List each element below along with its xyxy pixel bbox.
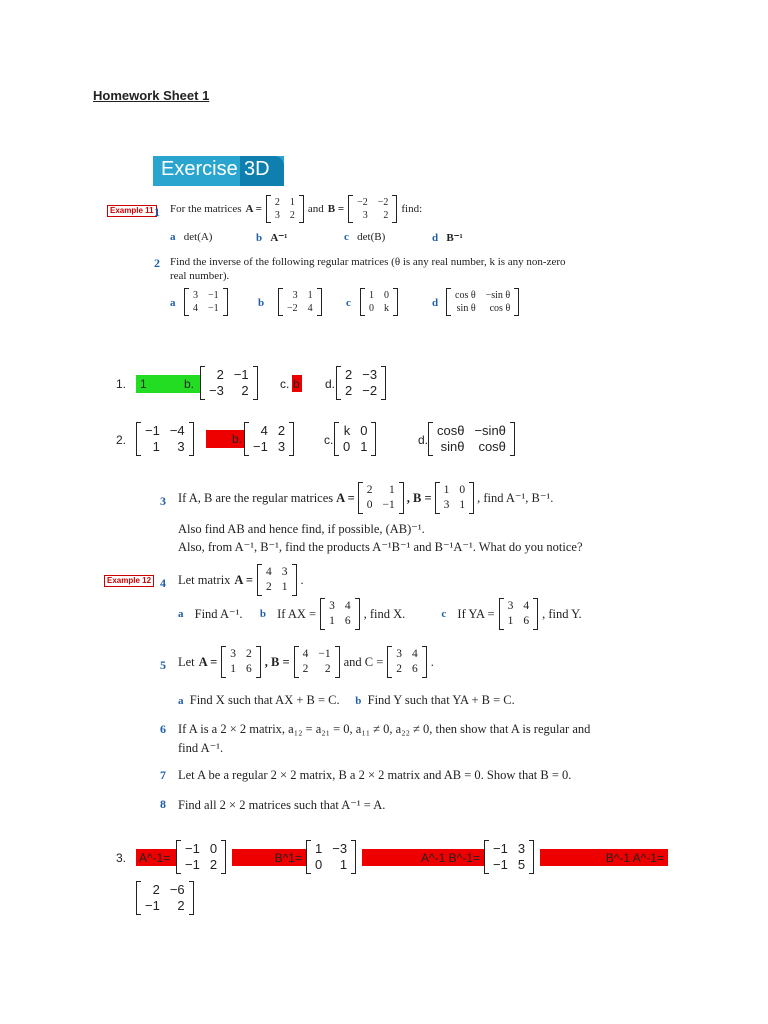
q5-matrix-B: 4 −1 2 2 xyxy=(294,646,340,678)
q2-matrix-a: 3 −1 4 −1 xyxy=(184,288,228,316)
answer2-matrix-c: k 0 0 1 xyxy=(334,422,376,456)
answer3-number: 3. xyxy=(116,851,127,865)
answer3-matrix3: −1 3 −1 5 xyxy=(484,840,534,874)
q3-matrix-B: 1 0 3 1 xyxy=(435,482,475,514)
answer1-matrix-d: 2 −3 2 −2 xyxy=(336,366,386,400)
answer1-highlight: 1 b. xyxy=(136,375,200,393)
example-11-badge: Example 11 xyxy=(107,205,157,217)
q4-statement: Let matrix A = 4 3 2 1 . xyxy=(178,564,304,596)
q3-line3: Also, from A⁻¹, B⁻¹, find the products A⁻¹B⁻¹ and B⁻¹A⁻¹. What do you notice? xyxy=(178,540,583,554)
q1-part-b: b A⁻¹ xyxy=(256,232,288,244)
q2-number: 2 xyxy=(154,256,160,270)
answer3-matrix4: 2 −6 −1 2 xyxy=(136,881,194,915)
q1-matrix-B: −2 −2 3 2 xyxy=(348,195,397,223)
q6-line2: find A⁻¹. xyxy=(178,741,224,755)
q4-number: 4 xyxy=(160,576,166,590)
answer1-matrix-b: 2 −1 −3 2 xyxy=(200,366,258,400)
q5-matrix-C: 3 4 2 6 xyxy=(387,646,427,678)
answer1-c-highlight: b xyxy=(292,375,302,392)
q2-line2: real number). xyxy=(170,270,230,282)
q2-matrix-c: 1 0 0 k xyxy=(360,288,398,316)
answer2-matrix-d: cosθ −sinθ sinθ cosθ xyxy=(428,422,515,456)
q2-matrix-b: 3 1 −2 4 xyxy=(278,288,322,316)
q2-b-letter: b xyxy=(258,297,265,309)
banner-word: Exercise xyxy=(161,158,238,180)
answer2-matrix-b: 4 2 −1 3 xyxy=(244,422,294,456)
q8-number: 8 xyxy=(160,797,166,811)
q3-number: 3 xyxy=(160,494,166,508)
q1-B-label: B = xyxy=(327,203,345,215)
q1-matrix-A: 2 1 3 2 xyxy=(266,195,304,223)
answer2-d-label: d. xyxy=(418,433,429,447)
q2-d-letter: d xyxy=(432,297,439,309)
q2-matrix-d: cos θ −sin θ sin θ cos θ xyxy=(446,288,519,316)
answer2-b-highlight: b. xyxy=(206,430,244,448)
answer3-matrix2: 1 −3 0 1 xyxy=(306,840,356,874)
q4-matrix-c: 3 4 1 6 xyxy=(499,598,539,630)
q1-part-a: a det(A) xyxy=(170,231,213,243)
exercise-banner xyxy=(153,156,284,186)
answer3-label1: A^-1= xyxy=(136,849,176,866)
q1-part-c: c det(B) xyxy=(344,231,386,243)
q1-text: For the matrices xyxy=(170,203,242,215)
q6-line1: If A is a 2 × 2 matrix, a₁₂ = a₂₁ = 0, a₁₁ ≠ 0, a₂₂ ≠ 0, then show that A is regular and xyxy=(178,722,591,736)
q5-statement: Let A = 3 2 1 6 , B = 4 −1 2 2 and C = 3 4 2 6 . xyxy=(178,646,434,678)
page-title: Homework Sheet 1 xyxy=(93,88,210,103)
q5-matrix-A: 3 2 1 6 xyxy=(221,646,261,678)
answer1-c-label: c. xyxy=(280,377,290,391)
q1-part-d: d B⁻¹ xyxy=(432,232,463,244)
answer1-d-label: d. xyxy=(325,377,336,391)
answer3-label3: A^-1 B^-1= xyxy=(362,849,484,866)
answer2-number: 2. xyxy=(116,433,127,447)
q8-text: Find all 2 × 2 matrices such that A⁻¹ = A. xyxy=(178,798,386,812)
q4-parts: a Find A⁻¹. b If AX = 3 4 1 6 , find X. c If YA = 3 4 1 6 , find Y. xyxy=(178,598,582,630)
answer2-matrix-a: −1 −4 1 3 xyxy=(136,422,194,456)
answer3-label4: B^-1 A^-1= xyxy=(540,849,668,866)
q1-number: 1 xyxy=(154,205,160,219)
example-12-badge: Example 12 xyxy=(104,575,154,587)
answer3-label2: B^1= xyxy=(232,849,306,866)
q2-line1: Find the inverse of the following regular matrices (θ is any real number, k is any non-zero xyxy=(170,256,566,268)
answer1-number: 1. xyxy=(116,377,127,391)
q3-matrix-A: 2 1 0 −1 xyxy=(358,482,404,514)
q4-matrix-b: 3 4 1 6 xyxy=(320,598,360,630)
q7-number: 7 xyxy=(160,768,166,782)
q7-text: Let A be a regular 2 × 2 matrix, B a 2 × 2 matrix and AB = 0. Show that B = 0. xyxy=(178,768,572,782)
banner-number: 3D xyxy=(244,158,270,180)
q5-parts: a Find X such that AX + B = C. b Find Y such that YA + B = C. xyxy=(178,693,515,707)
answer3-matrix1: −1 0 −1 2 xyxy=(176,840,226,874)
q1-statement: For the matrices A = 2 1 3 2 and B = −2 −2 3 2 find: xyxy=(170,197,423,221)
q2-a-letter: a xyxy=(170,297,176,309)
q5-number: 5 xyxy=(160,658,166,672)
q3-statement: If A, B are the regular matrices A = 2 1 0 −1 , B = 1 0 3 1 , find A⁻¹, B⁻¹. xyxy=(178,482,553,514)
q6-number: 6 xyxy=(160,722,166,736)
q2-c-letter: c xyxy=(346,297,351,309)
q3-line2: Also find AB and hence find, if possible, (AB)⁻¹. xyxy=(178,522,425,536)
answer2-c-label: c. xyxy=(324,433,334,447)
q4-matrix-A: 4 3 2 1 xyxy=(257,564,297,596)
q1-A-label: A = xyxy=(245,203,262,215)
